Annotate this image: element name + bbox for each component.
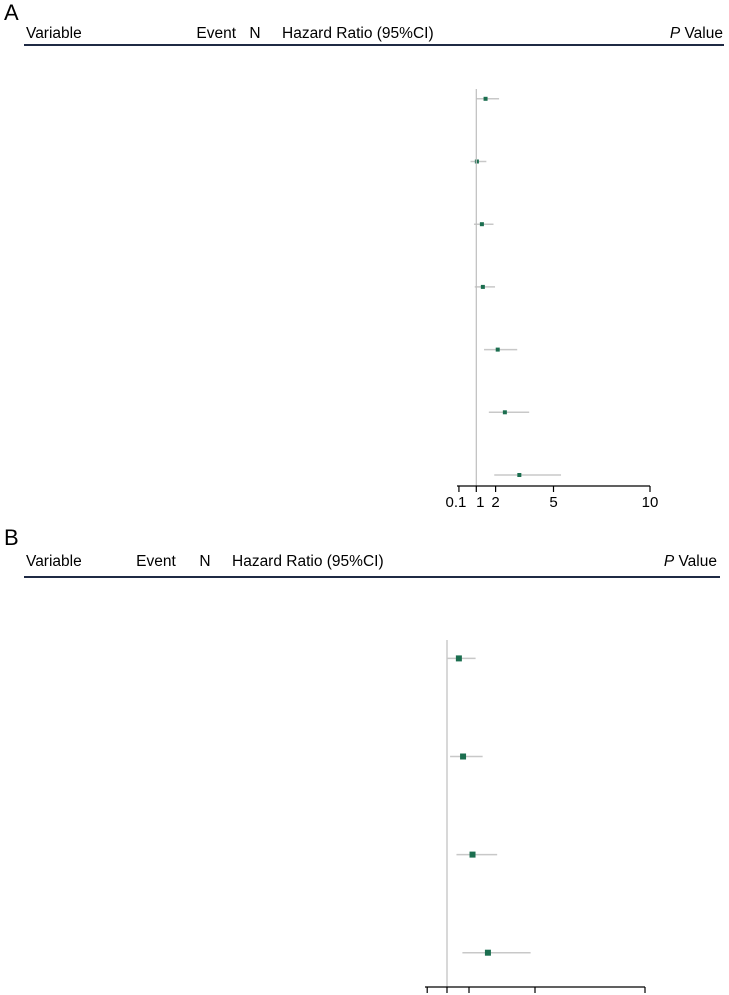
x-tick-label: 5 <box>549 494 558 511</box>
hazard-ratio-point <box>517 473 521 477</box>
header-variable: Variable <box>26 25 82 42</box>
forest-plot <box>0 525 729 995</box>
header-p-letter: P <box>669 25 681 42</box>
panel-b <box>0 525 729 995</box>
panel-label: A <box>4 0 19 25</box>
header-p-word: Value <box>680 25 723 42</box>
panel-label: B <box>4 525 19 550</box>
hazard-ratio-point <box>503 410 507 414</box>
hazard-ratio-point <box>496 348 500 352</box>
header-hazard-ratio: Hazard Ratio (95%CI) <box>232 553 384 570</box>
hazard-ratio-point <box>485 950 491 956</box>
header-variable: Variable <box>26 553 82 570</box>
x-tick-label: 0.1 <box>445 494 467 511</box>
x-tick-label: 10 <box>641 494 659 511</box>
hazard-ratio-point <box>456 655 462 661</box>
header-event: Event <box>196 25 236 42</box>
hazard-ratio-point <box>460 754 466 760</box>
header-n: N <box>249 25 261 42</box>
header-n: N <box>199 553 211 570</box>
header-hazard-ratio: Hazard Ratio (95%CI) <box>282 25 434 42</box>
x-tick-label: 2 <box>491 494 500 511</box>
hazard-ratio-point <box>484 97 488 101</box>
header-p-letter: P <box>663 553 675 570</box>
header-p-word: Value <box>674 553 717 570</box>
hazard-ratio-point <box>480 222 484 226</box>
hazard-ratio-point <box>481 285 485 289</box>
header-event: Event <box>136 553 176 570</box>
x-tick-label: 1 <box>476 494 485 511</box>
hazard-ratio-point <box>470 852 476 858</box>
